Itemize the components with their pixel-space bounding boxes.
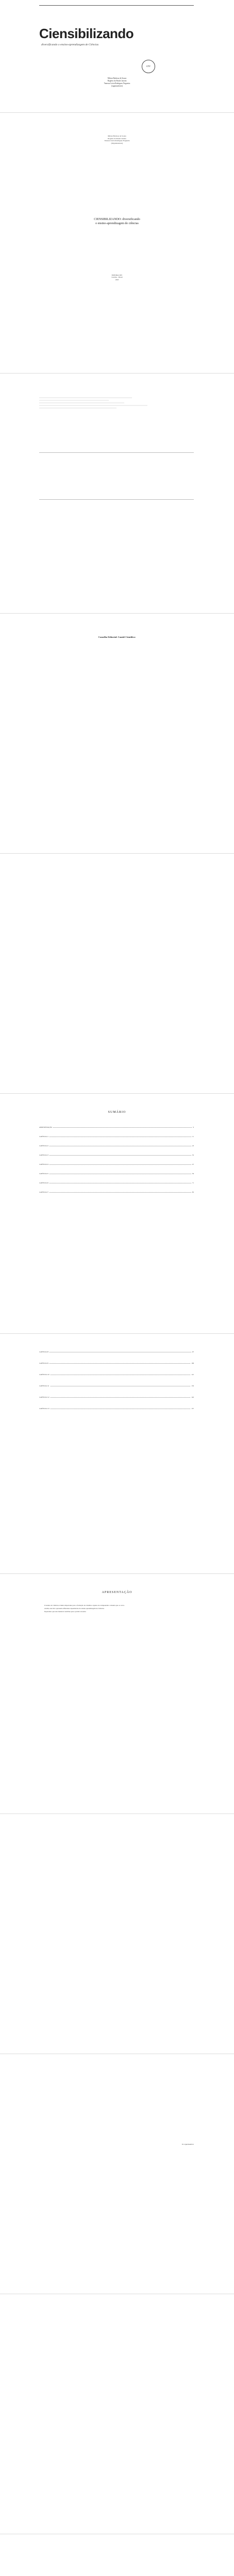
summary-heading: SUMÁRIO (108, 1111, 126, 1114)
catalog-box (39, 452, 194, 500)
presentation-body (39, 1604, 194, 1613)
summary-entry-page: 121 (191, 1374, 194, 1376)
summary-entry[interactable] (39, 1126, 194, 1128)
title-page-author: Vanessa Lúcia Rodrigues Nogueira (104, 140, 130, 142)
page-divider (0, 1573, 234, 1574)
summary-entry-title: CAPÍTULO 3 (39, 1154, 49, 1156)
summary-entry[interactable] (39, 1163, 194, 1165)
summary-entry-page: 47 (192, 1163, 194, 1165)
council-heading-2: Comitê Científico: (118, 636, 136, 638)
council-heading (52, 636, 182, 638)
summary-entry-title: CAPÍTULO 9 (39, 1362, 49, 1364)
council-page (0, 615, 234, 852)
summary-entry-title: CAPÍTULO 10 (39, 1374, 49, 1376)
page-divider (0, 112, 234, 113)
summary-entry[interactable] (39, 1173, 194, 1175)
copyright-block (39, 396, 194, 442)
publisher-city: Curitiba – Brasil (111, 276, 123, 279)
cover-logo (142, 60, 155, 73)
summary-entry-title: CAPÍTULO 4 (39, 1163, 49, 1165)
summary-entry-title: APRESENTAÇÃO (39, 1126, 52, 1128)
page-divider (0, 853, 234, 854)
cover-author: Rogério da Paula Caixeta (107, 80, 127, 82)
summary-entry-title: CAPÍTULO 12 (39, 1396, 49, 1398)
page-divider (0, 1333, 234, 1334)
presentation-page (0, 1575, 234, 1812)
blank-page (0, 855, 234, 1092)
summary-page-continued (0, 1335, 234, 1572)
presentation-paragraph: Assim, este livro apresenta diferentes experiências de ensino-aprendizagem de Ciências. (44, 1607, 105, 1609)
presentation-page-end (0, 2056, 234, 2293)
summary-entry-title: CAPÍTULO 1 (39, 1136, 49, 1138)
summary-entry[interactable] (39, 1362, 194, 1364)
council-heading-1: Conselho Editorial: (98, 636, 118, 638)
summary-entry-page: 85 (192, 1191, 194, 1193)
summary-list-continued (39, 1351, 194, 1419)
summary-entry-title: CAPÍTULO 8 (39, 1351, 49, 1353)
title-line-2: o ensino-aprendizagem de ciências (95, 222, 139, 225)
title-page-role: (Organizadores) (111, 142, 123, 144)
cover-title: Ciensibilizando (39, 26, 134, 41)
summary-entry-page: 23 (192, 1145, 194, 1147)
summary-entry[interactable] (39, 1182, 194, 1184)
summary-entry[interactable] (39, 1154, 194, 1156)
summary-entry[interactable] (39, 1145, 194, 1147)
summary-entry-page: 133 (191, 1385, 194, 1387)
council-list-left (52, 643, 113, 736)
presentation-heading: APRESENTAÇÃO (102, 1591, 132, 1594)
cover-role: (organizadores) (111, 85, 123, 87)
summary-entry-page: 11 (192, 1136, 194, 1138)
publisher-logo-icon: crv (146, 65, 151, 68)
page-divider (0, 373, 234, 374)
presentation-paragraph: O ensino de Ciências é muito importante para a formação de cidadãos capazes de compreender o mundo que os cerca. (44, 1604, 125, 1606)
summary-entry-title: CAPÍTULO 7 (39, 1191, 49, 1193)
summary-entry-title: CAPÍTULO 6 (39, 1182, 49, 1184)
summary-entry[interactable] (39, 1136, 194, 1138)
title-page-authors (65, 135, 169, 144)
presentation-text-block (39, 1831, 194, 1955)
summary-entry[interactable] (39, 1374, 194, 1376)
summary-entry[interactable] (39, 1191, 194, 1193)
presentation-text-block (39, 2071, 194, 2133)
summary-entry-page: 71 (192, 1182, 194, 1184)
cover-authors (77, 77, 157, 88)
cover-author: Mírian Barbosa de Souza (107, 77, 127, 79)
title-page-title (46, 217, 188, 226)
title-line-1: CIENSIBILIZANDO: diversificando (94, 218, 140, 221)
summary-entry-title: CAPÍTULO 11 (39, 1385, 49, 1387)
cover-subtitle: diversificando o ensino-aprendizagem de Ciências (41, 43, 99, 46)
blank-page (0, 2296, 234, 2533)
publication-year: 2020 (115, 278, 119, 281)
title-page-imprint (78, 274, 156, 281)
summary-entry-page: 109 (191, 1362, 194, 1364)
page-divider (0, 1093, 234, 1094)
summary-entry[interactable] (39, 1408, 194, 1410)
copyright-page (0, 375, 234, 612)
title-page-author: Rogério da Paula Caixeta (108, 137, 126, 140)
title-page-author: Mírian Barbosa de Souza (108, 135, 126, 137)
summary-entry-page: 157 (191, 1408, 194, 1410)
summary-entry[interactable] (39, 1385, 194, 1387)
summary-entry-title: CAPÍTULO 13 (39, 1408, 49, 1410)
summary-entry-page: 9 (193, 1126, 194, 1128)
summary-list (39, 1126, 194, 1200)
publisher-name: EDITORA CRV (111, 274, 123, 276)
page-divider (0, 613, 234, 614)
council-list-right (121, 643, 182, 736)
cover-page (0, 0, 234, 112)
summary-entry-page: 59 (192, 1173, 194, 1175)
summary-entry[interactable] (39, 1351, 194, 1353)
cover-author: Vanessa Lúcia Rodrigues Nogueira (104, 82, 130, 84)
blank-page (0, 2536, 234, 2576)
presentation-paragraph: Esperamos que este material contribua para a prática docente. (44, 1610, 87, 1613)
cover-top-rule (39, 5, 194, 6)
summary-entry-page: 145 (191, 1396, 194, 1398)
summary-entry-page: 97 (192, 1351, 194, 1353)
summary-entry[interactable] (39, 1396, 194, 1398)
title-page (0, 114, 234, 372)
summary-entry-page: 35 (192, 1154, 194, 1156)
presentation-page-continued (0, 1816, 234, 2053)
publisher-footer-block (39, 530, 194, 561)
summary-entry-title: CAPÍTULO 2 (39, 1145, 49, 1147)
summary-page (0, 1095, 234, 1332)
summary-entry-title: CAPÍTULO 5 (39, 1173, 49, 1175)
presentation-signature: Os organizadores (181, 2143, 194, 2145)
